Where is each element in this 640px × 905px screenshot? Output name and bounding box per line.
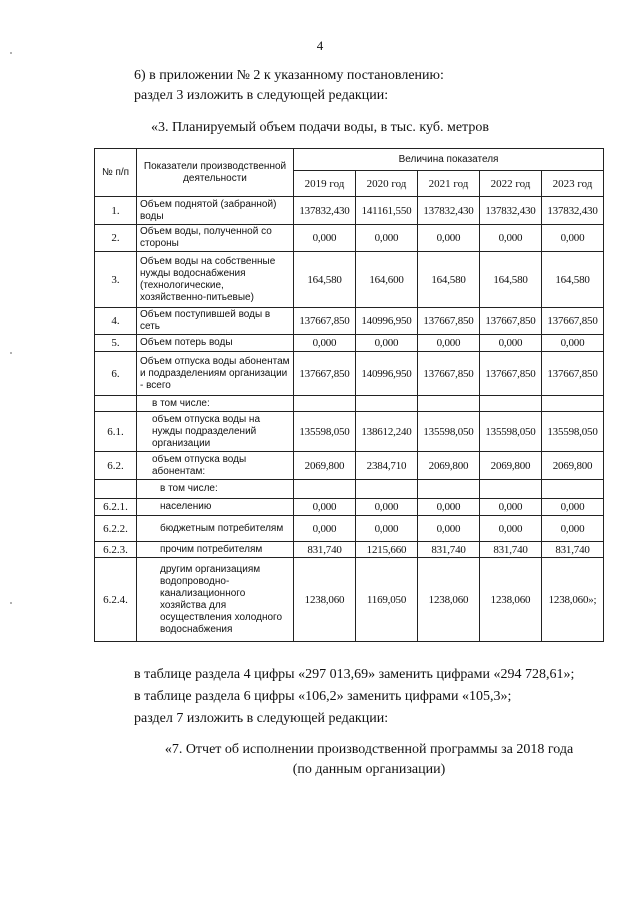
table-row xyxy=(95,542,604,558)
row-value xyxy=(418,480,480,499)
row-value xyxy=(542,396,604,412)
row-number: 6. xyxy=(95,352,137,396)
table-body xyxy=(95,197,604,642)
table-row xyxy=(95,197,604,225)
row-value: 137832,430 xyxy=(542,197,604,225)
row-value: 0,000 xyxy=(542,335,604,352)
table-row xyxy=(95,225,604,252)
amendment-line: в таблице раздела 6 цифры «106,2» заменить цифрами «105,3»; xyxy=(134,689,512,704)
amendments-paragraph xyxy=(134,664,574,730)
row-value: 0,000 xyxy=(356,516,418,542)
row-value: 135598,050 xyxy=(480,412,542,452)
row-number: 6.2.4. xyxy=(95,558,137,642)
row-value xyxy=(480,480,542,499)
row-value xyxy=(294,480,356,499)
row-indicator: в том числе: xyxy=(137,396,294,412)
row-value: 831,740 xyxy=(542,542,604,558)
row-value: 137667,850 xyxy=(418,308,480,335)
row-value: 0,000 xyxy=(480,516,542,542)
header-year: 2021 год xyxy=(418,171,480,197)
header-number: № п/п xyxy=(95,149,137,197)
scan-dot xyxy=(10,352,12,354)
row-number: 3. xyxy=(95,252,137,308)
amendment-line: раздел 7 изложить в следующей редакции: xyxy=(134,711,389,726)
row-value: 137667,850 xyxy=(480,352,542,396)
intro-line: 6) в приложении № 2 к указанному постановлению: xyxy=(134,68,444,83)
row-value: 1238,060 xyxy=(480,558,542,642)
row-value: 0,000 xyxy=(294,335,356,352)
row-value: 2069,800 xyxy=(418,452,480,480)
row-value: 0,000 xyxy=(356,225,418,252)
section3-title: «3. Планируемый объем подачи воды, в тыс. куб. метров xyxy=(151,120,489,135)
row-value: 135598,050 xyxy=(418,412,480,452)
row-value: 0,000 xyxy=(480,225,542,252)
table-row xyxy=(95,335,604,352)
row-value: 2384,710 xyxy=(356,452,418,480)
intro-line: раздел 3 изложить в следующей редакции: xyxy=(134,88,389,103)
row-value: 831,740 xyxy=(480,542,542,558)
row-value: 0,000 xyxy=(418,225,480,252)
row-value: 137667,850 xyxy=(418,352,480,396)
intro-paragraph xyxy=(134,66,444,106)
row-number: 5. xyxy=(95,335,137,352)
row-indicator: другим организациям водопроводно-канализационного хозяйства для осуществления холодного водоснабжения xyxy=(137,558,294,642)
row-value xyxy=(294,396,356,412)
row-value: 831,740 xyxy=(418,542,480,558)
row-indicator: прочим потребителям xyxy=(137,542,294,558)
row-value xyxy=(480,396,542,412)
scan-dot xyxy=(10,52,12,54)
row-number: 1. xyxy=(95,197,137,225)
row-value: 135598,050 xyxy=(542,412,604,452)
table-row xyxy=(95,480,604,499)
row-value: 0,000 xyxy=(480,335,542,352)
row-value: 164,580 xyxy=(294,252,356,308)
row-value: 0,000 xyxy=(418,499,480,516)
row-value: 1238,060»; xyxy=(542,558,604,642)
row-value: 0,000 xyxy=(418,516,480,542)
row-value: 137667,850 xyxy=(542,352,604,396)
row-value: 0,000 xyxy=(294,225,356,252)
row-value: 1238,060 xyxy=(294,558,356,642)
row-indicator: Объем поступившей воды в сеть xyxy=(137,308,294,335)
scan-dot xyxy=(10,602,12,604)
row-value: 0,000 xyxy=(294,499,356,516)
row-value: 140996,950 xyxy=(356,352,418,396)
row-value: 0,000 xyxy=(542,516,604,542)
row-indicator: объем отпуска воды на нужды подразделений организации xyxy=(137,412,294,452)
row-value: 164,580 xyxy=(480,252,542,308)
row-value: 2069,800 xyxy=(542,452,604,480)
row-indicator: Объем воды, полученной со стороны xyxy=(137,225,294,252)
row-number: 2. xyxy=(95,225,137,252)
row-value: 140996,950 xyxy=(356,308,418,335)
row-value: 135598,050 xyxy=(294,412,356,452)
row-indicator: Объем воды на собственные нужды водоснабжения (технологические, хозяйственно-питьевые) xyxy=(137,252,294,308)
row-indicator: Объем отпуска воды абонентам и подразделениям организации - всего xyxy=(137,352,294,396)
row-number: 6.2.2. xyxy=(95,516,137,542)
header-year: 2020 год xyxy=(356,171,418,197)
row-number: 6.2.1. xyxy=(95,499,137,516)
row-indicator: объем отпуска воды абонентам: xyxy=(137,452,294,480)
row-value: 1238,060 xyxy=(418,558,480,642)
row-number: 4. xyxy=(95,308,137,335)
table-row xyxy=(95,452,604,480)
row-value: 2069,800 xyxy=(480,452,542,480)
row-value xyxy=(356,480,418,499)
header-year: 2022 год xyxy=(480,171,542,197)
table-row xyxy=(95,412,604,452)
section7-title-line: (по данным организации) xyxy=(292,762,446,777)
row-value: 0,000 xyxy=(356,499,418,516)
amendment-line: в таблице раздела 4 цифры «297 013,69» заменить цифрами «294 728,61»; xyxy=(134,667,575,682)
row-number: 6.2.3. xyxy=(95,542,137,558)
row-value: 831,740 xyxy=(294,542,356,558)
row-indicator: Объем поднятой (забранной) воды xyxy=(137,197,294,225)
row-value: 137832,430 xyxy=(418,197,480,225)
header-year: 2019 год xyxy=(294,171,356,197)
row-value: 0,000 xyxy=(418,335,480,352)
row-number xyxy=(95,396,137,412)
row-value: 138612,240 xyxy=(356,412,418,452)
row-value xyxy=(356,396,418,412)
row-value xyxy=(542,480,604,499)
row-value: 137667,850 xyxy=(480,308,542,335)
row-value: 1215,660 xyxy=(356,542,418,558)
row-value: 0,000 xyxy=(294,516,356,542)
row-number: 6.2. xyxy=(95,452,137,480)
row-value: 0,000 xyxy=(542,225,604,252)
row-indicator: в том числе: xyxy=(137,480,294,499)
row-number: 6.1. xyxy=(95,412,137,452)
table-row xyxy=(95,516,604,542)
row-value: 164,580 xyxy=(542,252,604,308)
header-value: Величина показателя xyxy=(294,149,604,171)
row-value: 164,580 xyxy=(418,252,480,308)
row-value: 0,000 xyxy=(356,335,418,352)
row-indicator: населению xyxy=(137,499,294,516)
row-value: 137667,850 xyxy=(294,308,356,335)
table-row xyxy=(95,308,604,335)
table-row xyxy=(95,252,604,308)
row-indicator: бюджетным потребителям xyxy=(137,516,294,542)
row-value: 137667,850 xyxy=(542,308,604,335)
section7-title-line: «7. Отчет об исполнении производственной программы за 2018 года xyxy=(164,742,574,757)
row-number xyxy=(95,480,137,499)
table-row xyxy=(95,352,604,396)
table-row xyxy=(95,499,604,516)
table-row xyxy=(95,396,604,412)
row-value: 137832,430 xyxy=(480,197,542,225)
row-value xyxy=(418,396,480,412)
row-value: 1169,050 xyxy=(356,558,418,642)
page-number: 4 xyxy=(316,38,324,53)
table-row xyxy=(95,558,604,642)
row-value: 0,000 xyxy=(480,499,542,516)
row-value: 141161,550 xyxy=(356,197,418,225)
row-value: 137832,430 xyxy=(294,197,356,225)
section7-title xyxy=(134,740,604,780)
header-year: 2023 год xyxy=(542,171,604,197)
row-value: 2069,800 xyxy=(294,452,356,480)
row-value: 164,600 xyxy=(356,252,418,308)
row-indicator: Объем потерь воды xyxy=(137,335,294,352)
row-value: 137667,850 xyxy=(294,352,356,396)
water-supply-table xyxy=(94,148,604,642)
row-value: 0,000 xyxy=(542,499,604,516)
header-indicator: Показатели производственной деятельности xyxy=(137,149,294,197)
